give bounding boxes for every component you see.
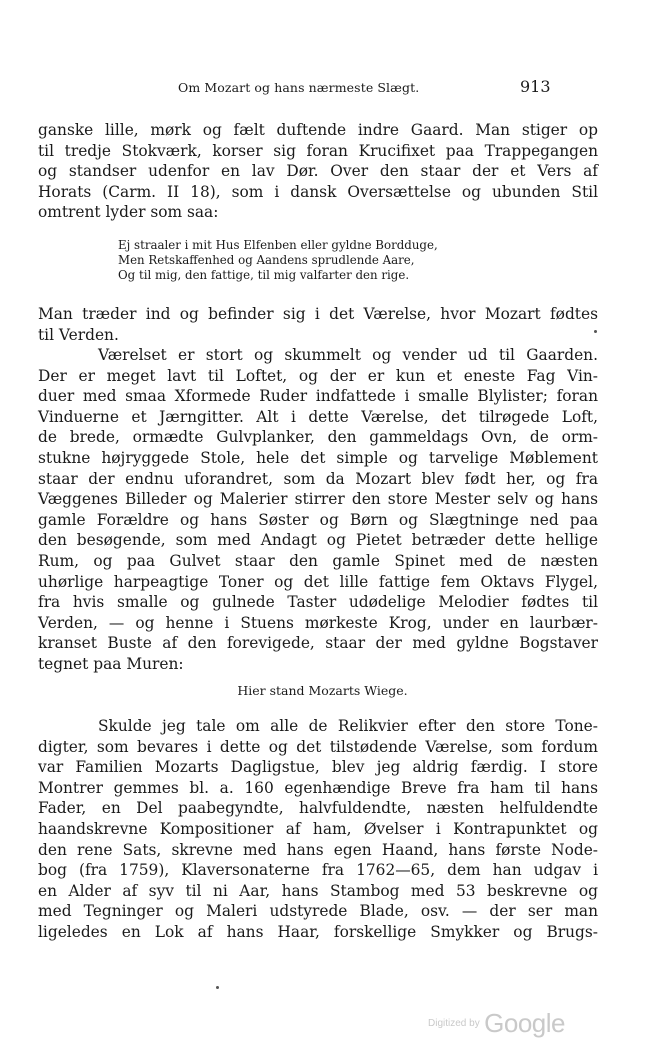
text-line: fra hvis smalle og gulnede Taster udødelige Melodier fødtes til bbox=[38, 593, 598, 612]
running-head: Om Mozart og hans nærmeste Slægt. bbox=[178, 80, 420, 95]
verse-line: Men Retskaffenhed og Aandens sprudlende Aare, bbox=[118, 253, 415, 268]
text-line: tegnet paa Muren: bbox=[38, 654, 184, 673]
text-line: Man træder ind og befinder sig i det Værelse, hvor Mozart fødtes bbox=[38, 305, 598, 323]
text-line: til Verden. bbox=[38, 325, 119, 344]
text-line: digter, som bevares i dette og det tilstødende Værelse, som fordum bbox=[38, 737, 598, 756]
paragraph-4 bbox=[38, 716, 598, 943]
text-line: omtrent lyder som saa: bbox=[38, 203, 219, 222]
text-line: Skulde jeg tale om alle de Relikvier efter den store Tone- bbox=[98, 717, 598, 735]
text-line: gamle Forældre og hans Søster og Børn og Slægtninge ned paa bbox=[38, 510, 598, 529]
text-line: uhørlige harpeagtige Toner og det lille fattige fem Oktavs Flygel, bbox=[38, 572, 598, 591]
text-line: Vinduerne et Jærngitter. Alt i dette Værelse, det tilrøgede Loft, bbox=[38, 407, 598, 426]
text-line: duer med smaa Xformede Ruder indfattede i smalle Blylister; foran bbox=[38, 387, 598, 406]
verse-line: Ej straaler i mit Hus Elfenben eller gyldne Bordduge, bbox=[118, 238, 438, 252]
text-line: ganske lille, mørk og fælt duftende indre Gaard. Man stiger op bbox=[38, 121, 598, 139]
text-line: staar der endnu uforandret, som da Mozart blev født her, og fra bbox=[38, 469, 598, 488]
verse-quotation bbox=[118, 238, 438, 284]
text-line: haandskrevne Kompositioner af ham, Øvelser i Kontrapunktet og bbox=[38, 819, 598, 838]
google-logo: Google bbox=[484, 1008, 565, 1038]
paragraph-1 bbox=[38, 120, 598, 223]
text-line: Horats (Carm. II 18), som i dansk Oversættelse og ubunden Stil bbox=[38, 182, 598, 201]
paragraph-3 bbox=[38, 345, 598, 675]
text-line: den rene Sats, skrevne med hans egen Haand, hans første Node- bbox=[38, 840, 598, 859]
page-speck bbox=[594, 330, 597, 333]
text-line: med Tegninger og Maleri udstyrede Blade, osv. — der ser man bbox=[38, 902, 598, 921]
text-line: Fader, en Del paabegyndte, halvfuldendte, næsten helfuldendte bbox=[38, 799, 598, 818]
text-line: ligeledes en Lok af hans Haar, forskellige Smykker og Brugs- bbox=[38, 922, 598, 941]
text-line: var Familien Mozarts Dagligstue, blev jeg aldrig færdig. I store bbox=[38, 758, 598, 777]
text-line: Værelset er stort og skummelt og vender ud til Gaarden. bbox=[98, 346, 598, 364]
page-number: 913 bbox=[520, 77, 551, 96]
watermark-prefix: Digitized by bbox=[428, 1018, 480, 1029]
text-line: bog (fra 1759), Klaversonaterne fra 1762—65, dem han udgav i bbox=[38, 861, 598, 880]
text-line: og standser udenfor en lav Dør. Over den staar der et Vers af bbox=[38, 162, 598, 181]
text-line: Verden, — og henne i Stuens mørkeste Krog, under en laurbær- bbox=[38, 613, 598, 632]
text-line: den besøgende, som med Andagt og Pietet betræder dette hellige bbox=[38, 531, 598, 550]
text-line: Rum, og paa Gulvet staar den gamle Spinet med de næsten bbox=[38, 551, 598, 570]
text-line: Montrer gemmes bl. a. 160 egenhændige Breve fra ham til hans bbox=[38, 778, 598, 797]
text-line: Der er meget lavt til Loftet, og der er kun et eneste Fag Vin- bbox=[38, 366, 598, 385]
text-line: de brede, ormædte Gulvplanker, den gammeldags Ovn, de orm- bbox=[38, 428, 598, 447]
digitized-watermark bbox=[428, 1008, 565, 1039]
paragraph-2 bbox=[38, 304, 598, 345]
text-line: en Alder af syv til ni Aar, hans Stambog med 53 beskrevne og bbox=[38, 881, 598, 900]
text-line: stukne højryggede Stole, hele det simple og tarvelige Møblement bbox=[38, 448, 598, 467]
verse-line: Og til mig, den fattige, til mig valfarter den rige. bbox=[118, 268, 410, 283]
text-line: Væggenes Billeder og Malerier stirrer den store Mester selv og hans bbox=[38, 490, 598, 509]
inscription: Hier stand Mozarts Wiege. bbox=[237, 683, 408, 698]
text-line: kranset Buste af den forevigede, staar der med gyldne Bogstaver bbox=[38, 634, 598, 653]
page-speck bbox=[216, 986, 219, 989]
text-line: til tredje Stokværk, korser sig foran Krucifixet paa Trappegangen bbox=[38, 141, 598, 160]
